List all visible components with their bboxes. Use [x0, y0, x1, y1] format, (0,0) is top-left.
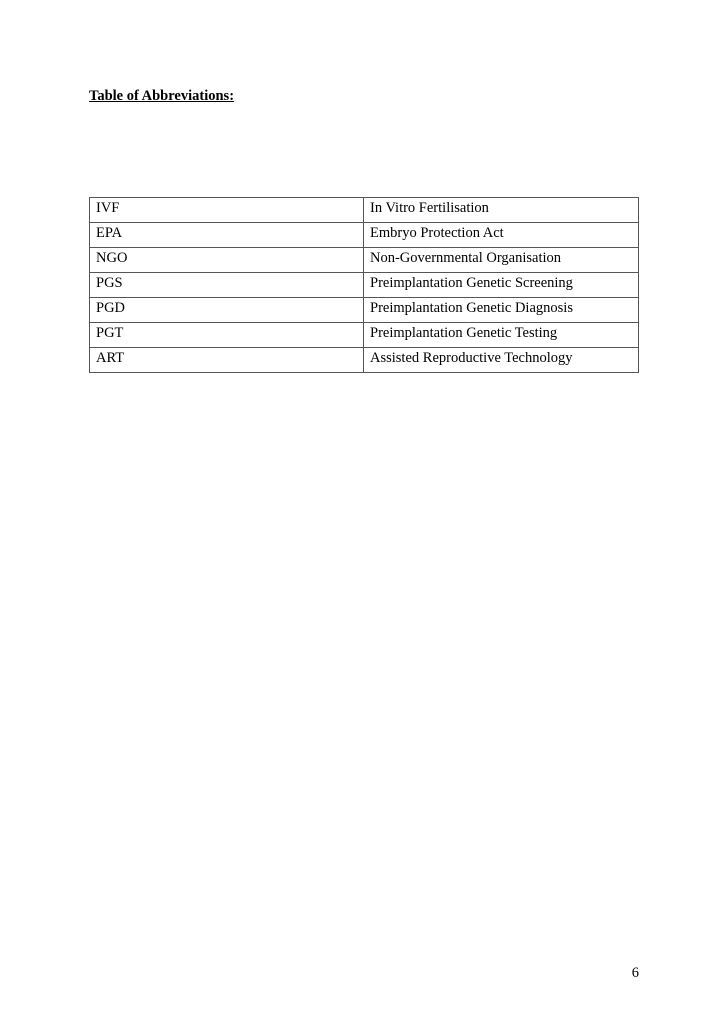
meaning-cell: Assisted Reproductive Technology — [364, 348, 639, 373]
abbreviation-cell: PGT — [90, 323, 364, 348]
table-row — [90, 348, 639, 373]
abbreviation-cell: ART — [90, 348, 364, 373]
meaning-cell: Preimplantation Genetic Testing — [364, 323, 639, 348]
table-row — [90, 248, 639, 273]
abbreviations-table — [89, 197, 639, 373]
table-row — [90, 323, 639, 348]
meaning-cell: Non-Governmental Organisation — [364, 248, 639, 273]
table-row — [90, 273, 639, 298]
meaning-cell: Embryo Protection Act — [364, 223, 639, 248]
table-row — [90, 298, 639, 323]
abbreviation-cell: IVF — [90, 198, 364, 223]
abbreviation-cell: NGO — [90, 248, 364, 273]
meaning-cell: Preimplantation Genetic Screening — [364, 273, 639, 298]
table-row — [90, 198, 639, 223]
meaning-cell: Preimplantation Genetic Diagnosis — [364, 298, 639, 323]
table-row — [90, 223, 639, 248]
abbreviation-cell: PGS — [90, 273, 364, 298]
abbreviation-cell: EPA — [90, 223, 364, 248]
page-number: 6 — [631, 965, 639, 981]
abbreviation-cell: PGD — [90, 298, 364, 323]
meaning-cell: In Vitro Fertilisation — [364, 198, 639, 223]
page-heading: Table of Abbreviations: — [89, 88, 235, 104]
